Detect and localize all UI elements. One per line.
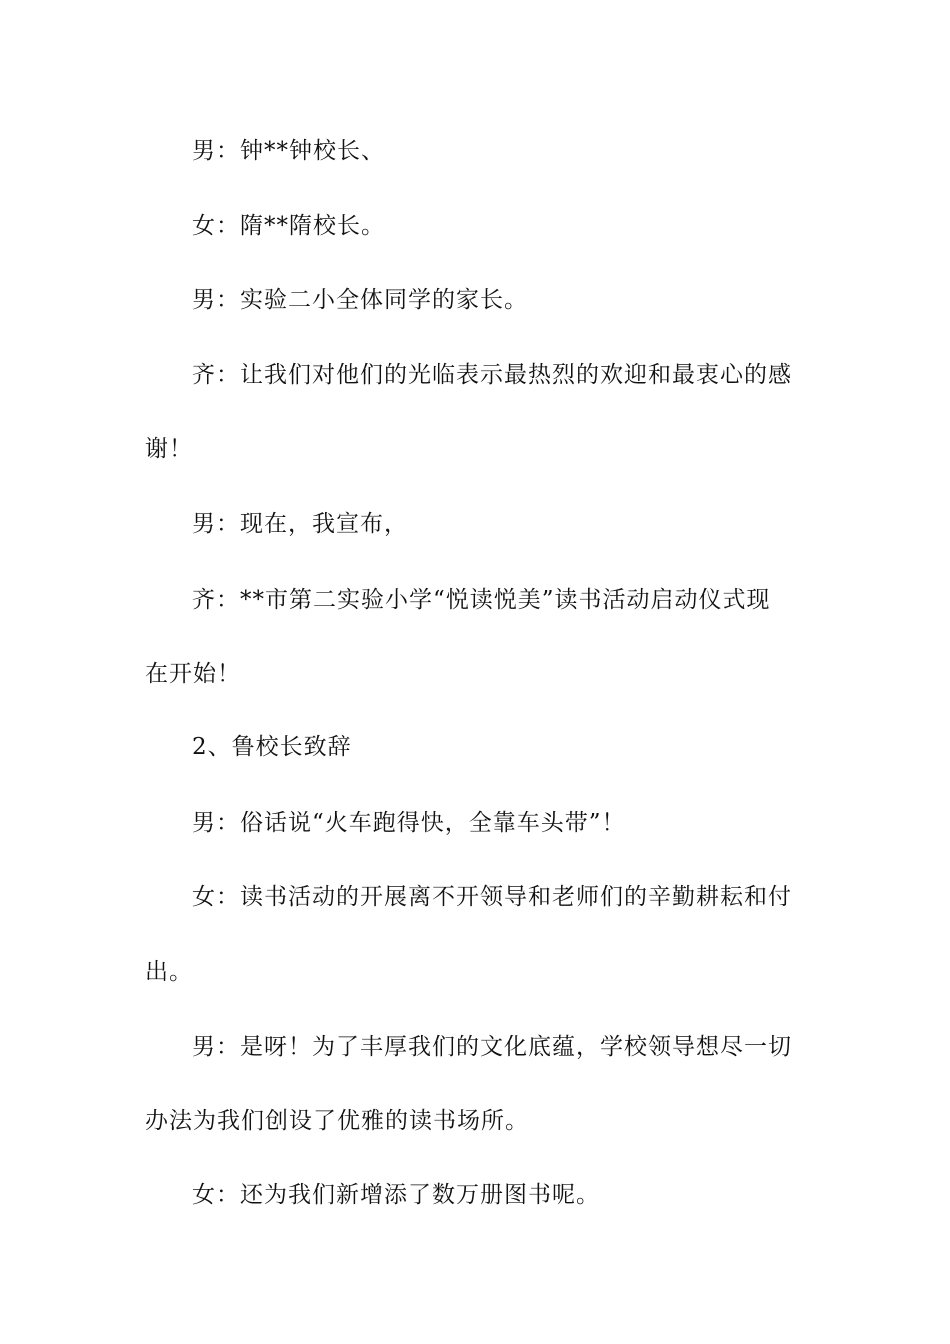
text-line: 出。 (145, 959, 193, 985)
text-line: 女：隋**隋校长。 (192, 213, 385, 239)
text-line: 男：钟**钟校长、 (192, 138, 385, 164)
text-line: 齐：**市第二实验小学“悦读悦美”读书活动启动仪式现 (192, 587, 771, 613)
text-line: 女：还为我们新增添了数万册图书呢。 (192, 1182, 600, 1208)
text-line: 男：实验二小全体同学的家长。 (192, 287, 528, 313)
text-line: 办法为我们创设了优雅的读书场所。 (145, 1108, 529, 1134)
text-line: 齐：让我们对他们的光临表示最热烈的欢迎和最衷心的感 (192, 362, 792, 388)
text-line: 男：是呀！为了丰厚我们的文化底蕴，学校领导想尽一切 (192, 1034, 792, 1060)
text-line: 在开始！ (145, 661, 241, 687)
section-heading: 2、鲁校长致辞 (192, 734, 352, 760)
text-line: 男：俗话说“火车跑得快，全靠车头带”！ (192, 810, 626, 836)
text-line: 谢！ (145, 436, 193, 462)
text-line: 男：现在，我宣布， (192, 511, 408, 537)
text-line: 女：读书活动的开展离不开领导和老师们的辛勤耕耘和付 (192, 884, 792, 910)
